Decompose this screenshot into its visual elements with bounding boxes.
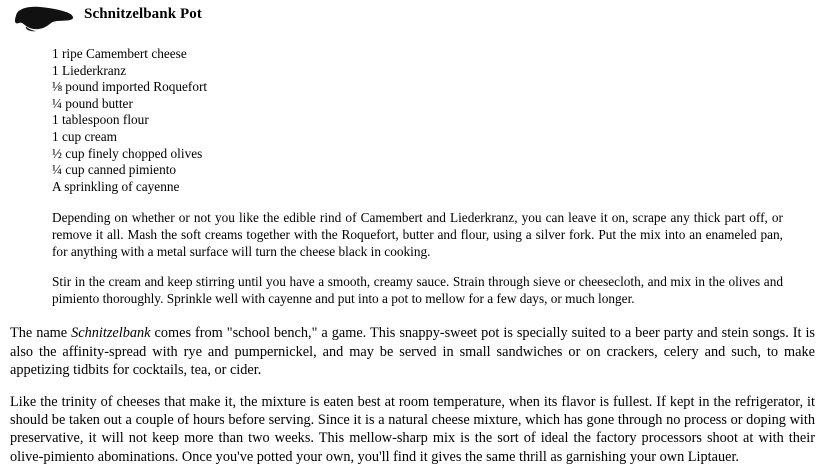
commentary-lead: The name (10, 325, 72, 342)
list-item: 1 tablespoon flour (52, 112, 149, 128)
list-item: 1 cup cream (52, 128, 117, 144)
schnitzelbank-italic: Schnitzelbank (71, 325, 151, 342)
recipe-header (0, 0, 829, 34)
method-paragraph-2: Stir in the cream and keep stirring until you have a smooth, creamy sauce. Strain through sieve or cheesecloth, and mix in the olives and pimiento thoroughly. Sprinkle well with cayenne and put into a pot to mellow for a few days, or much longer. (52, 274, 783, 306)
ink-blob-ornament-icon (14, 6, 74, 32)
list-item: 1 ripe Camembert cheese (52, 46, 187, 61)
list-item: A sprinkling of cayenne (52, 178, 180, 194)
recipe-body (52, 46, 783, 307)
commentary-rest: comes from "school bench," a game. This snappy-sweet pot is specially suited to a beer party and stein songs. It is also the affinity-spread with rye and pumpernickel, and may be served in small sandwiches or on crackers, celery and such, to make appetizing tidbits for cocktails, tea, or cider. (10, 325, 815, 378)
list-item: ¼ pound butter (52, 95, 133, 111)
list-item: ⅛ pound imported Roquefort (52, 79, 208, 95)
recipe-title: Schnitzelbank Pot (84, 6, 202, 22)
list-item: 1 Liederkranz (52, 62, 127, 78)
list-item: ¼ cup canned pimiento (52, 162, 177, 178)
method-paragraph-1: Depending on whether or not you like the edible rind of Camembert and Liederkranz, you can leave it on, scrape any thick part off, or remove it all. Mash the soft creams together with the Roquefort, butter and flour, using a silver fork. Put the mix into an enameled pan, for anything with a metal surface will turn the cheese black in cooking. (52, 210, 783, 259)
commentary-paragraph-1 (10, 324, 815, 379)
list-item: ½ cup finely chopped olives (52, 145, 203, 161)
commentary-section (10, 324, 815, 465)
ingredient-list (52, 46, 783, 195)
commentary-paragraph-2: Like the trinity of cheeses that make it, the mixture is eaten best at room temperature, when its flavor is fullest. If kept in the refrigerator, it should be taken out a couple of hours before serving. Since it is a natural cheese mixture, which has gone through no process or doping with preservative, it will not keep more than two weeks. This mellow-sharp mix is the sort of ideal the factory processors shoot at with their olive-pimiento abominations. Once you've potted your own, you'll find it gives the same thrill as garnishing your own Liptauer. (10, 393, 815, 465)
